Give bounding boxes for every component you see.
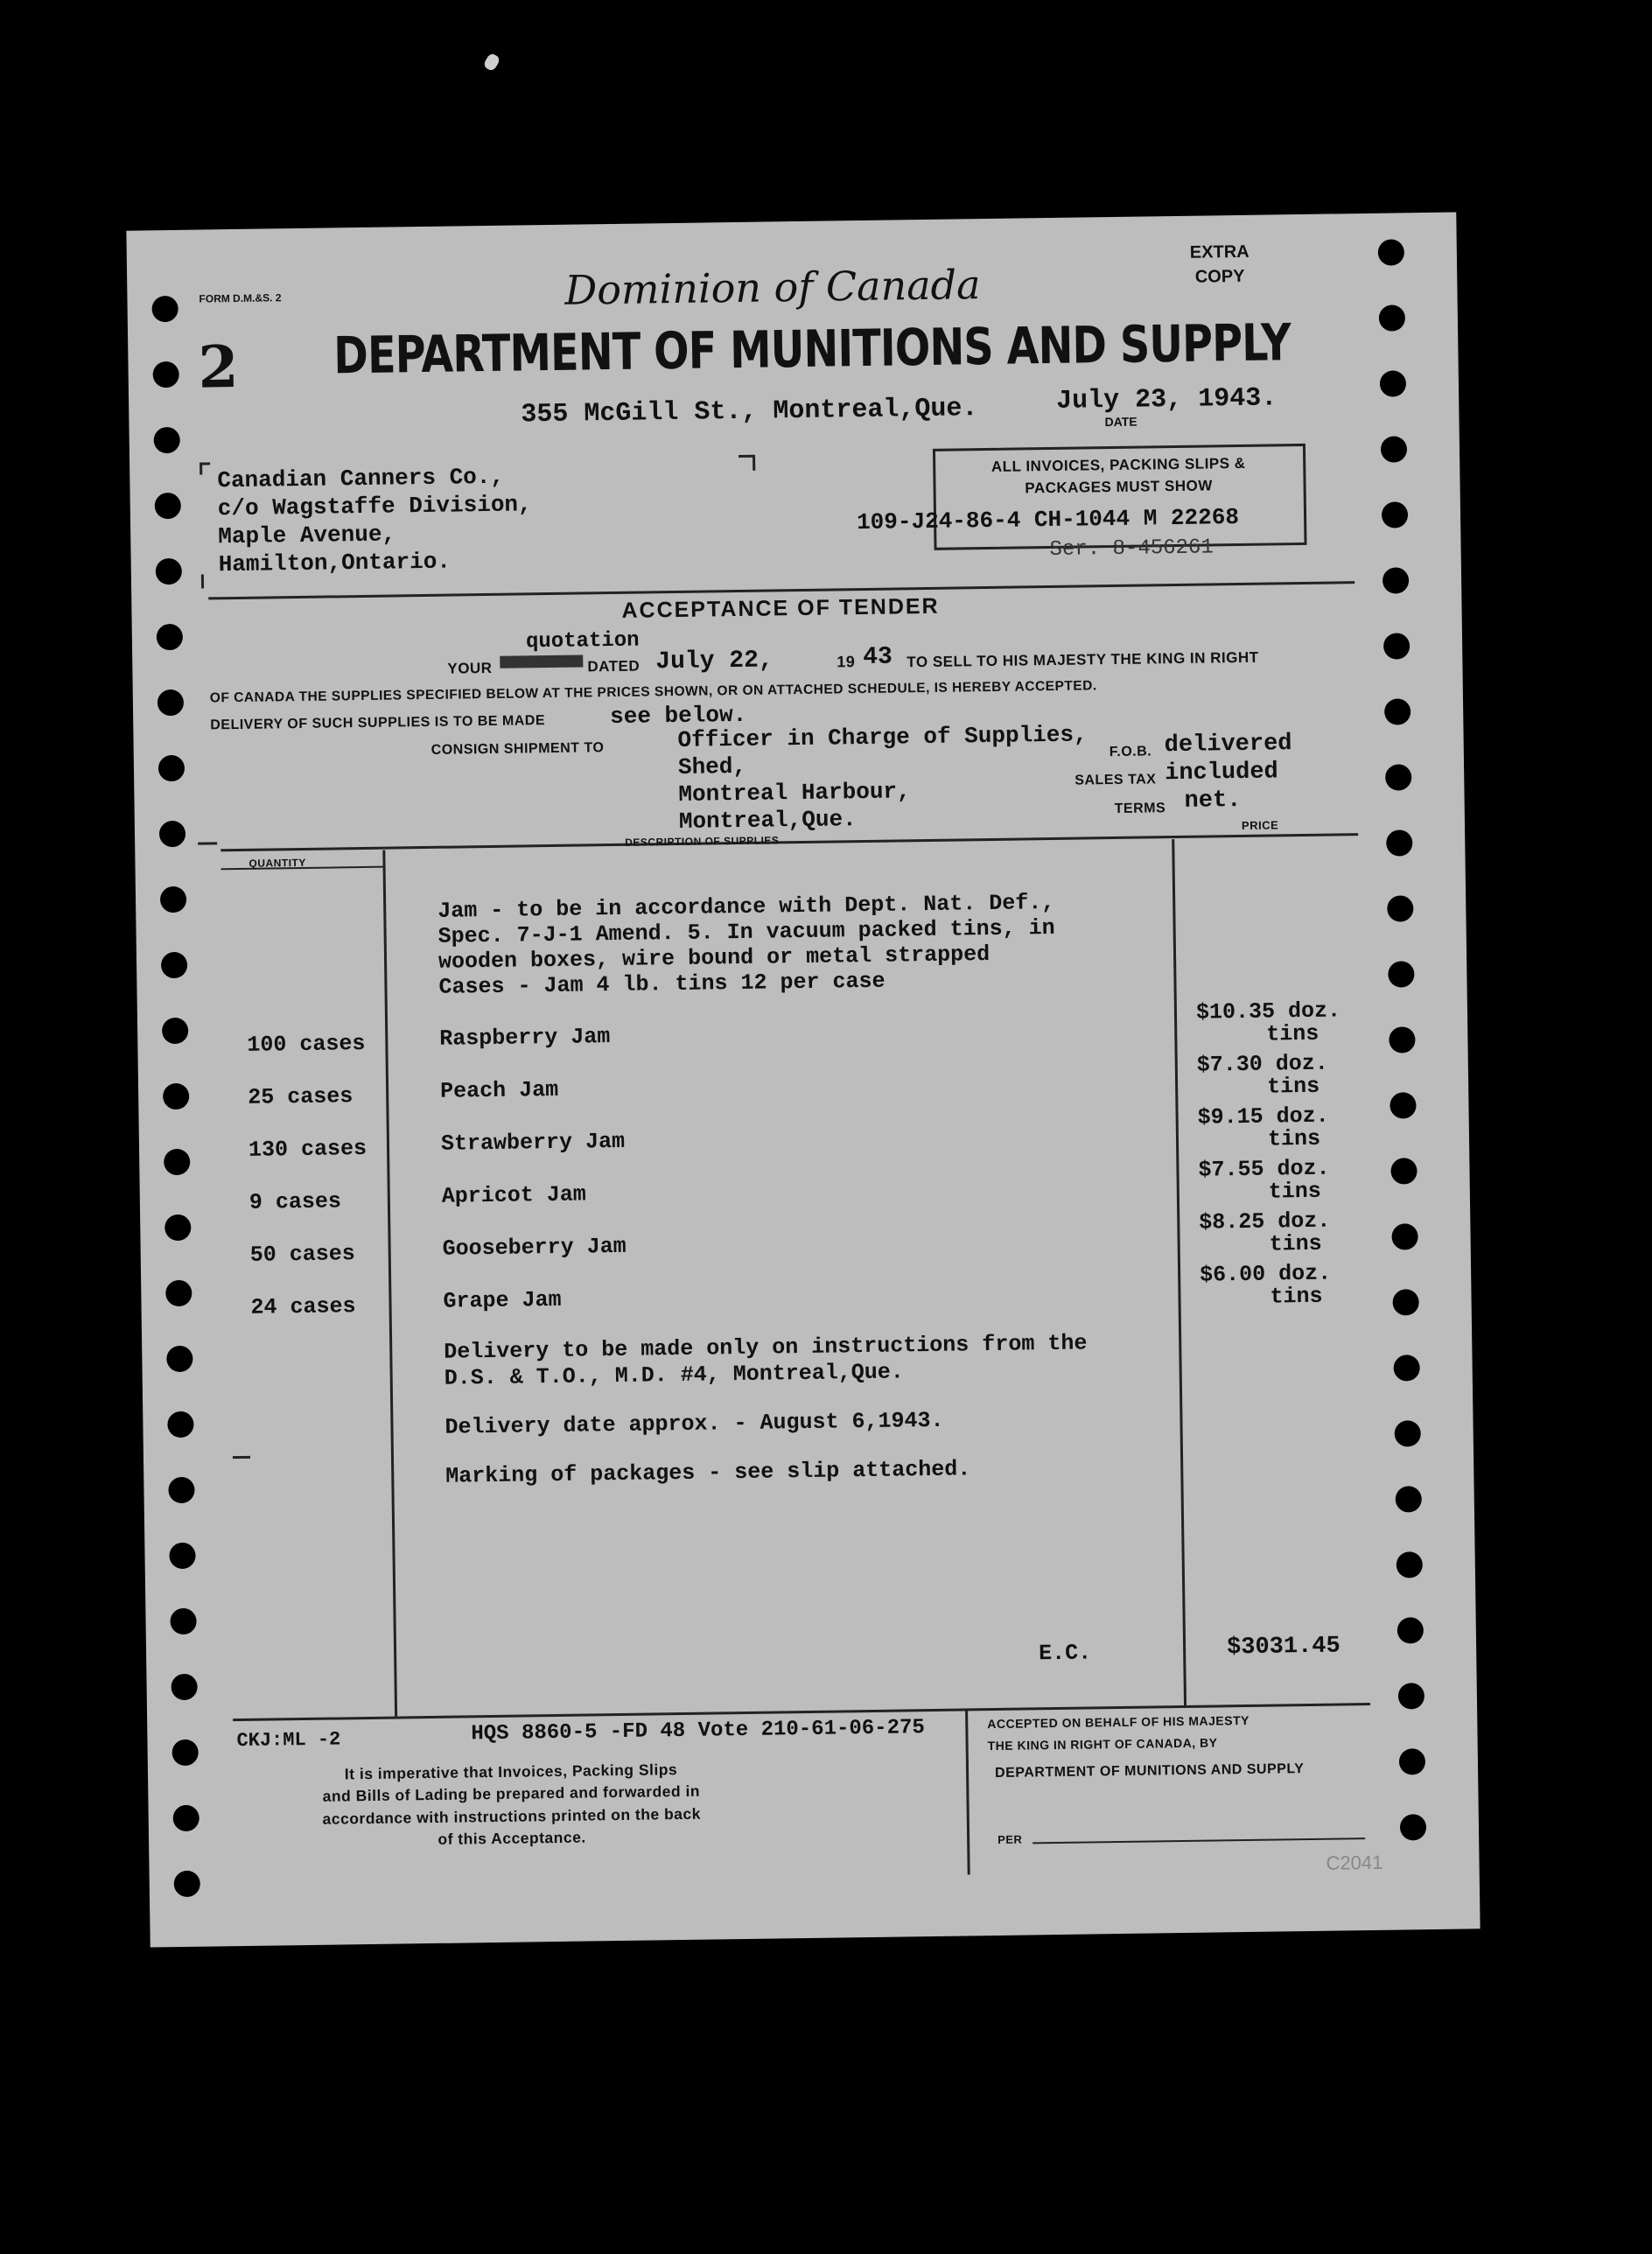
spec-line: Cases - Jam 4 lb. tins 12 per case	[438, 968, 886, 1000]
row-description: Strawberry Jam	[440, 1128, 626, 1157]
feed-hole	[171, 1674, 197, 1700]
acceptance-line-1: TO SELL TO HIS MAJESTY THE KING IN RIGHT	[906, 648, 1259, 671]
ec-mark: E.C.	[1038, 1640, 1092, 1667]
left-feed-holes	[126, 212, 1456, 230]
consignee-line: Officer in Charge of Supplies,	[677, 721, 1088, 753]
sales-tax-label: SALES TAX	[1074, 772, 1157, 788]
feed-hole	[166, 1346, 192, 1372]
row-unit: tins	[1266, 1073, 1320, 1100]
feed-hole	[1396, 1551, 1423, 1578]
form-number: FORM D.M.&S. 2	[199, 291, 282, 305]
row-quantity: 100 cases	[247, 1030, 366, 1058]
feed-hole	[160, 886, 186, 913]
feed-hole	[1385, 764, 1411, 790]
feed-hole	[159, 821, 186, 847]
row-unit: tins	[1268, 1178, 1322, 1205]
description-header: DESCRIPTION OF SUPPLIES	[625, 834, 780, 849]
row-description: Peach Jam	[439, 1076, 559, 1104]
per-label: PER	[998, 1832, 1023, 1846]
footer-divider	[965, 1708, 970, 1874]
note-line: D.S. & T.O., M.D. #4, Montreal,Que.	[444, 1359, 904, 1391]
row-quantity: 130 cases	[248, 1135, 368, 1163]
feed-hole	[1399, 1748, 1425, 1774]
feed-hole	[156, 558, 182, 584]
feed-hole	[174, 1871, 200, 1897]
feed-hole	[1392, 1289, 1418, 1315]
spec-line: Spec. 7-J-1 Amend. 5. In vacuum packed tins, in	[438, 914, 1055, 949]
year-prefix: 19	[836, 653, 856, 671]
row-price: $9.15 doz.	[1197, 1102, 1329, 1130]
feed-hole	[157, 624, 183, 650]
price-header: PRICE	[1241, 818, 1279, 832]
row-description: Apricot Jam	[441, 1181, 587, 1209]
signature-line[interactable]	[1032, 1838, 1365, 1844]
feed-hole	[1391, 1223, 1418, 1250]
consign-label: CONSIGN SHIPMENT TO	[430, 740, 605, 758]
feed-hole	[1383, 633, 1410, 659]
feed-hole	[1390, 1092, 1416, 1118]
feed-hole	[1378, 239, 1404, 265]
feed-hole	[158, 755, 185, 781]
feed-hole	[167, 1411, 193, 1438]
tender-year: 43	[863, 643, 893, 671]
imperative-notice: It is imperative that Invoices, Packing Slips and Bills of Lading be prepared and forwarded in accordance with instructions printed on the back of this Acceptance.	[322, 1760, 702, 1849]
consignee-line: Shed,	[677, 752, 747, 780]
dust-speck	[482, 52, 500, 73]
feed-hole	[1389, 1026, 1415, 1053]
row-price: $6.00 doz.	[1199, 1260, 1332, 1288]
address-corner-mark	[201, 575, 204, 589]
table-top-rule	[220, 833, 1358, 851]
department-signature-label: DEPARTMENT OF MUNITIONS AND SUPPLY	[994, 1761, 1305, 1782]
feed-hole	[158, 690, 184, 716]
consignee-line: Montreal,Que.	[678, 806, 857, 835]
typist-initials: CKJ:ML -2	[236, 1728, 341, 1753]
row-description: Grape Jam	[443, 1286, 562, 1314]
feed-hole	[1393, 1354, 1419, 1381]
feed-hole	[165, 1280, 192, 1306]
feed-hole	[168, 1477, 194, 1503]
feed-hole	[154, 427, 180, 453]
row-quantity: 50 cases	[249, 1241, 355, 1268]
feed-hole	[162, 1018, 188, 1044]
department-title: DEPARTMENT OF MUNITIONS AND SUPPLY	[332, 312, 1292, 386]
feed-hole	[1384, 698, 1410, 724]
consignee-line: Montreal Harbour,	[678, 778, 911, 808]
acceptance-line-2: OF CANADA THE SUPPLIES SPECIFIED BELOW AT THE PRICES SHOWN, OR ON ATTACHED SCHEDULE, IS HEREBY ACCEPTED.	[209, 678, 1097, 706]
row-description: Gooseberry Jam	[442, 1233, 626, 1262]
feed-hole	[1387, 895, 1413, 921]
order-reference-instruction: ALL INVOICES, PACKING SLIPS & PACKAGES MUST SHOW	[990, 454, 1246, 497]
feed-hole	[1396, 1486, 1422, 1512]
feed-hole	[1382, 501, 1408, 528]
order-number: 109-J24-86-4 CH-1044 M 22268	[856, 503, 1240, 536]
acceptance-of-tender-form	[126, 212, 1480, 1947]
margin-tick	[198, 842, 217, 844]
department-number: 2	[198, 332, 240, 402]
feed-hole	[1398, 1683, 1424, 1709]
dated-label: DATED	[587, 657, 640, 676]
feed-hole	[1379, 304, 1405, 331]
feed-hole	[152, 361, 178, 388]
addressee-line: Hamilton,Ontario.	[218, 548, 452, 578]
row-unit: tins	[1269, 1230, 1322, 1257]
addressee-line: Canadian Canners Co.,	[217, 463, 505, 494]
fob-label: F.O.B.	[1109, 744, 1152, 760]
row-quantity: 24 cases	[250, 1293, 356, 1320]
address-corner-mark	[752, 455, 755, 471]
row-price: $7.30 doz.	[1196, 1050, 1329, 1078]
feed-hole	[169, 1543, 195, 1569]
quantity-header: QUANTITY	[248, 856, 306, 870]
terms-value: net.	[1184, 787, 1242, 815]
tender-date: July 22,	[655, 647, 774, 676]
feed-hole	[163, 1083, 189, 1110]
right-feed-holes	[126, 212, 1456, 230]
feed-hole	[1386, 830, 1412, 856]
feed-hole	[173, 1805, 200, 1831]
feed-hole	[1395, 1420, 1421, 1446]
feed-hole	[155, 493, 181, 519]
feed-hole	[170, 1608, 196, 1634]
row-price: $10.35 doz.	[1195, 998, 1341, 1026]
quantity-column-divider	[382, 850, 397, 1717]
note-line: Marking of packages - see slip attached.	[445, 1456, 971, 1489]
extra-copy-label: EXTRA COPY	[1189, 242, 1250, 287]
feed-hole	[172, 1740, 198, 1766]
note-line: Delivery to be made only on instructions from the	[444, 1330, 1088, 1365]
feed-hole	[161, 952, 187, 978]
feed-hole	[1388, 961, 1414, 987]
page-reference: C2041	[1326, 1851, 1383, 1874]
redaction-bar	[500, 654, 583, 668]
feed-hole	[151, 296, 178, 322]
feed-hole	[1390, 1158, 1417, 1184]
price-column-divider	[1172, 839, 1186, 1705]
your-label: YOUR	[447, 659, 493, 677]
address-corner-mark	[200, 463, 202, 475]
serial-number: Ser. 8-456261	[1049, 536, 1214, 563]
row-unit: tins	[1270, 1283, 1323, 1310]
form-title: ACCEPTANCE OF TENDER	[621, 593, 940, 623]
feed-hole	[1380, 370, 1406, 396]
spec-line: wooden boxes, wire bound or metal strapped	[438, 942, 990, 975]
row-price: $7.55 doz.	[1198, 1155, 1330, 1183]
feed-hole	[1397, 1617, 1424, 1643]
delivery-label: DELIVERY OF SUCH SUPPLIES IS TO BE MADE	[210, 713, 546, 733]
date-label: DATE	[1104, 414, 1138, 430]
quotation-word: quotation	[525, 628, 640, 654]
vote-reference: HQS 8860-5 -FD 48 Vote 210-61-06-275	[471, 1716, 926, 1746]
row-quantity: 9 cases	[248, 1188, 342, 1215]
addressee-line: c/o Wagstaffe Division,	[217, 491, 532, 522]
feed-hole	[1400, 1814, 1426, 1840]
feed-hole	[164, 1214, 191, 1241]
spec-line: Jam - to be in accordance with Dept. Nat. Def.,	[438, 889, 1055, 924]
office-address: 355 McGill St., Montreal,Que.	[521, 394, 978, 430]
feed-hole	[164, 1149, 190, 1175]
total-amount: $3031.45	[1226, 1633, 1340, 1662]
row-unit: tins	[1267, 1125, 1321, 1152]
note-line: Delivery date approx. - August 6,1943.	[444, 1407, 944, 1440]
feed-hole	[1382, 567, 1409, 593]
fob-value: delivered	[1164, 731, 1292, 760]
row-price: $8.25 doz.	[1199, 1208, 1331, 1236]
dominion-of-canada: Dominion of Canada	[564, 261, 981, 314]
delivery-value: see below.	[609, 701, 747, 731]
sales-tax-value: included	[1164, 759, 1278, 788]
row-unit: tins	[1266, 1020, 1320, 1047]
terms-label: TERMS	[1114, 801, 1166, 817]
accepted-on-behalf: ACCEPTED ON BEHALF OF HIS MAJESTY THE KING IN RIGHT OF CANADA, BY	[987, 1712, 1250, 1753]
form-date: July 23, 1943.	[1055, 383, 1278, 416]
margin-tick	[233, 1456, 250, 1459]
row-quantity: 25 cases	[248, 1083, 354, 1110]
feed-hole	[1381, 436, 1407, 462]
row-description: Raspberry Jam	[439, 1024, 611, 1052]
addressee-line: Maple Avenue,	[218, 521, 396, 550]
